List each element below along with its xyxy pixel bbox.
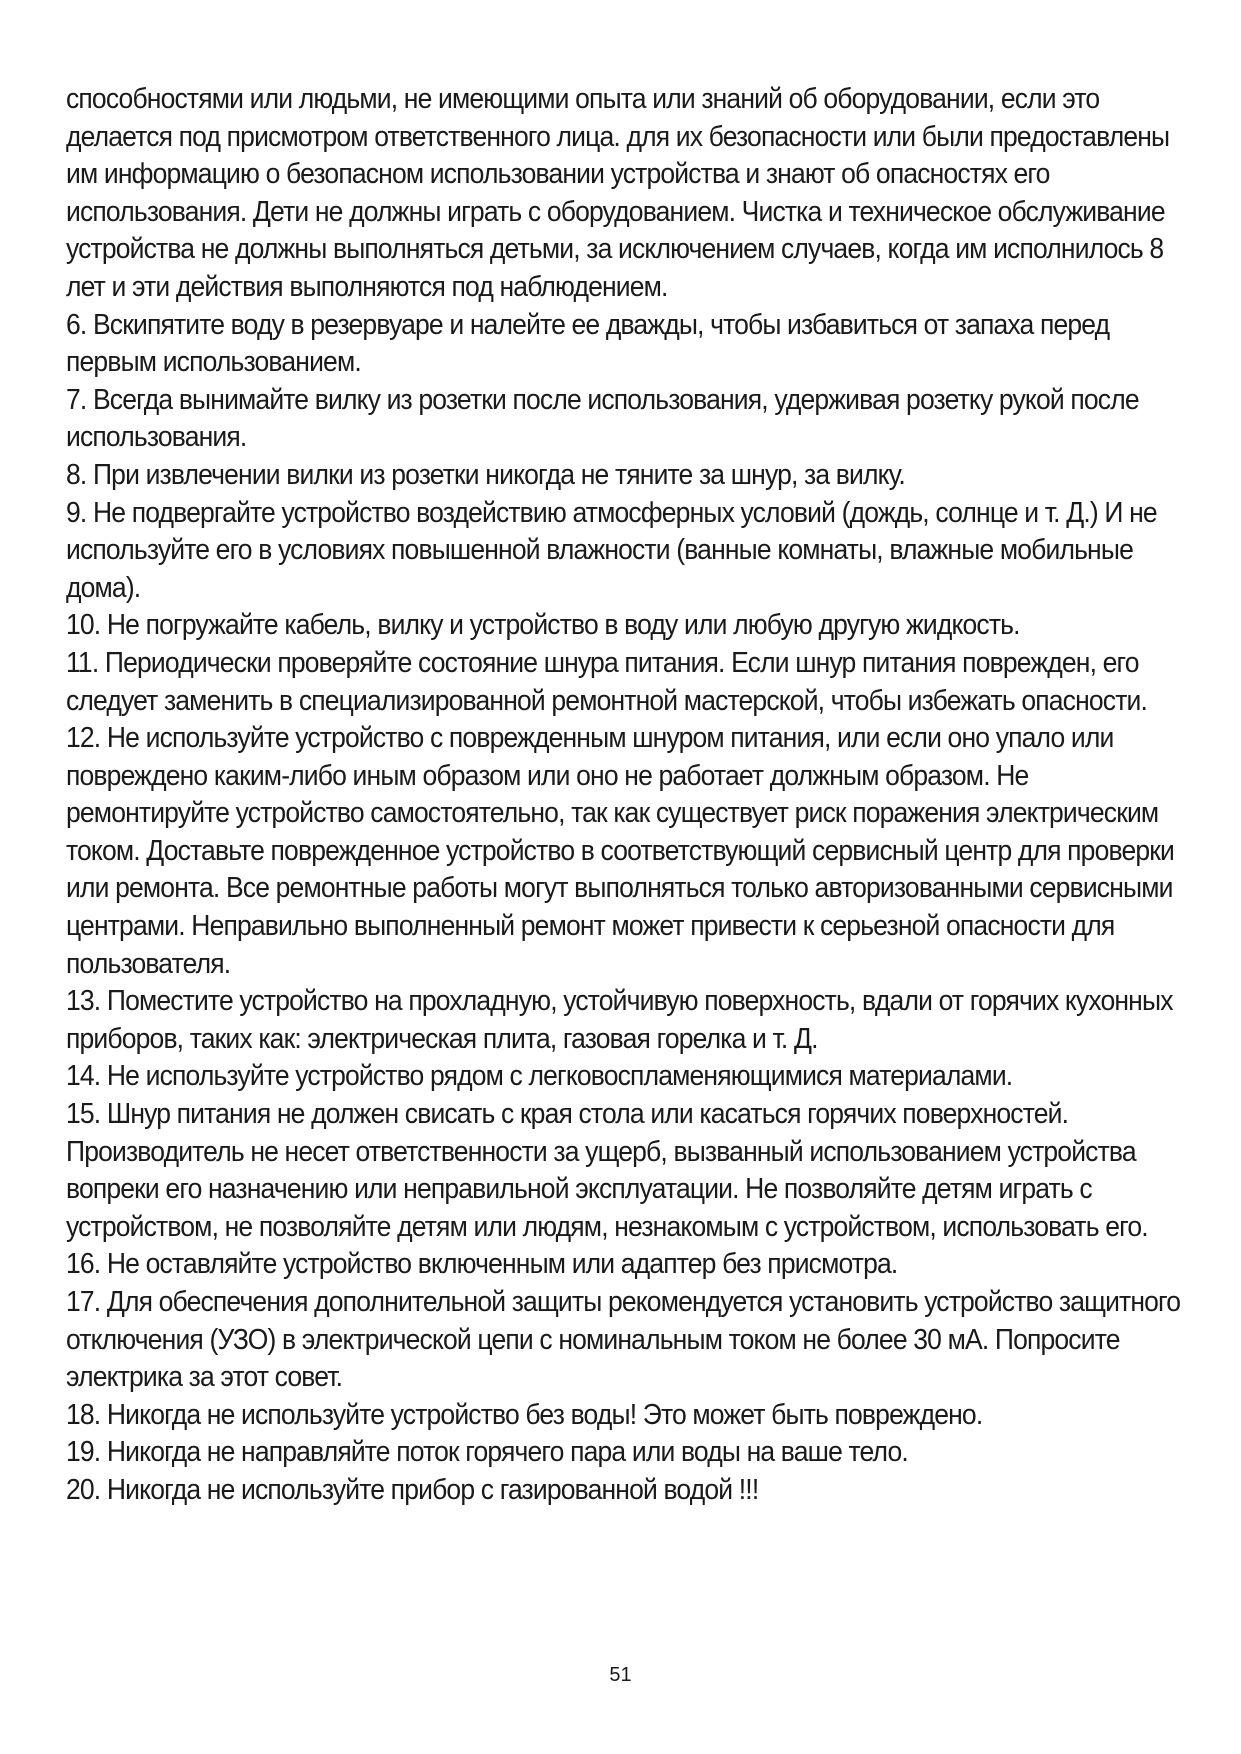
paragraph-item-19: 19. Никогда не направляйте поток горячего пара или воды на ваше тело. [66, 1436, 908, 1469]
paragraph-item-15: 15. Шнур питания не должен свисать с края стола или касаться горячих поверхностей. Производитель не несет ответственности за ущерб, вызванный использованием устройства вопреки его назначению или неправильной эксплуатации. Не позволяйте детям играть с устройством, не позволяйте детям или людям, незнакомым с устройством, использовать его. [66, 1098, 1148, 1243]
paragraph-item-14: 14. Не используйте устройство рядом с легковоспламеняющимися материалами. [66, 1060, 1013, 1093]
page-number: 51 [609, 1664, 632, 1686]
paragraph-intro-continuation: способностями или людьми, не имеющими опыта или знаний об оборудовании, если это делается под присмотром ответственного лица. для их безопасности или были предоставлены им информацию о безопасном использовании устройства и знают об опасностях его использования. Дети не должны играть с оборудованием. Чистка и техническое обслуживание устройства не должны выполняться детьми, за исключением случаев, когда им исполнилось 8 лет и эти действия выполняются под наблюдением. [66, 83, 1170, 303]
paragraph-item-12: 12. Не используйте устройство с поврежденным шнуром питания, или если оно упало или повреждено каким-либо иным образом или оно не работает должным образом. Не ремонтируйте устройство самостоятельно, так как существует риск поражения электрическим током. Доставьте поврежденное устройство в соответствующий сервисный центр для проверки или ремонта. Все ремонтные работы могут выполняться только авторизованными сервисными центрами. Неправильно выполненный ремонт может привести к серьезной опасности для пользователя. [66, 722, 1174, 980]
paragraph-item-17: 17. Для обеспечения дополнительной защиты рекомендуется установить устройство защитного отключения (УЗО) в электрической цепи с номинальным током не более 30 мА. Попросите электрика за этот совет. [66, 1286, 1181, 1394]
instructions-text [66, 81, 1186, 1510]
paragraph-item-10: 10. Не погружайте кабель, вилку и устройство в воду или любую другую жидкость. [66, 609, 1020, 642]
paragraph-item-18: 18. Никогда не используйте устройство без воды! Это может быть повреждено. [66, 1398, 983, 1431]
paragraph-item-13: 13. Поместите устройство на прохладную, устойчивую поверхность, вдали от горячих кухонных приборов, таких как: электрическая плита, газовая горелка и т. Д. [66, 985, 1173, 1055]
paragraph-item-8: 8. При извлечении вилки из розетки никогда не тяните за шнур, за вилку. [66, 458, 905, 491]
paragraph-item-20: 20. Никогда не используйте прибор с газированной водой !!! [66, 1473, 759, 1506]
paragraph-item-11: 11. Периодически проверяйте состояние шнура питания. Если шнур питания поврежден, его следует заменить в специализированной ремонтной мастерской, чтобы избежать опасности. [66, 646, 1148, 717]
paragraph-item-9: 9. Не подвергайте устройство воздействию атмосферных условий (дождь, солнце и т. Д.) И не используйте его в условиях повышенной влажности (ванные комнаты, влажные мобильные дома). [66, 496, 1157, 604]
paragraph-item-6: 6. Вскипятите воду в резервуаре и налейте ее дважды, чтобы избавиться от запаха перед первым использованием. [66, 308, 1110, 379]
paragraph-item-16: 16. Не оставляйте устройство включенным или адаптер без присмотра. [66, 1248, 898, 1281]
paragraph-item-7: 7. Всегда вынимайте вилку из розетки после использования, удерживая розетку рукой после использования. [66, 383, 1139, 454]
